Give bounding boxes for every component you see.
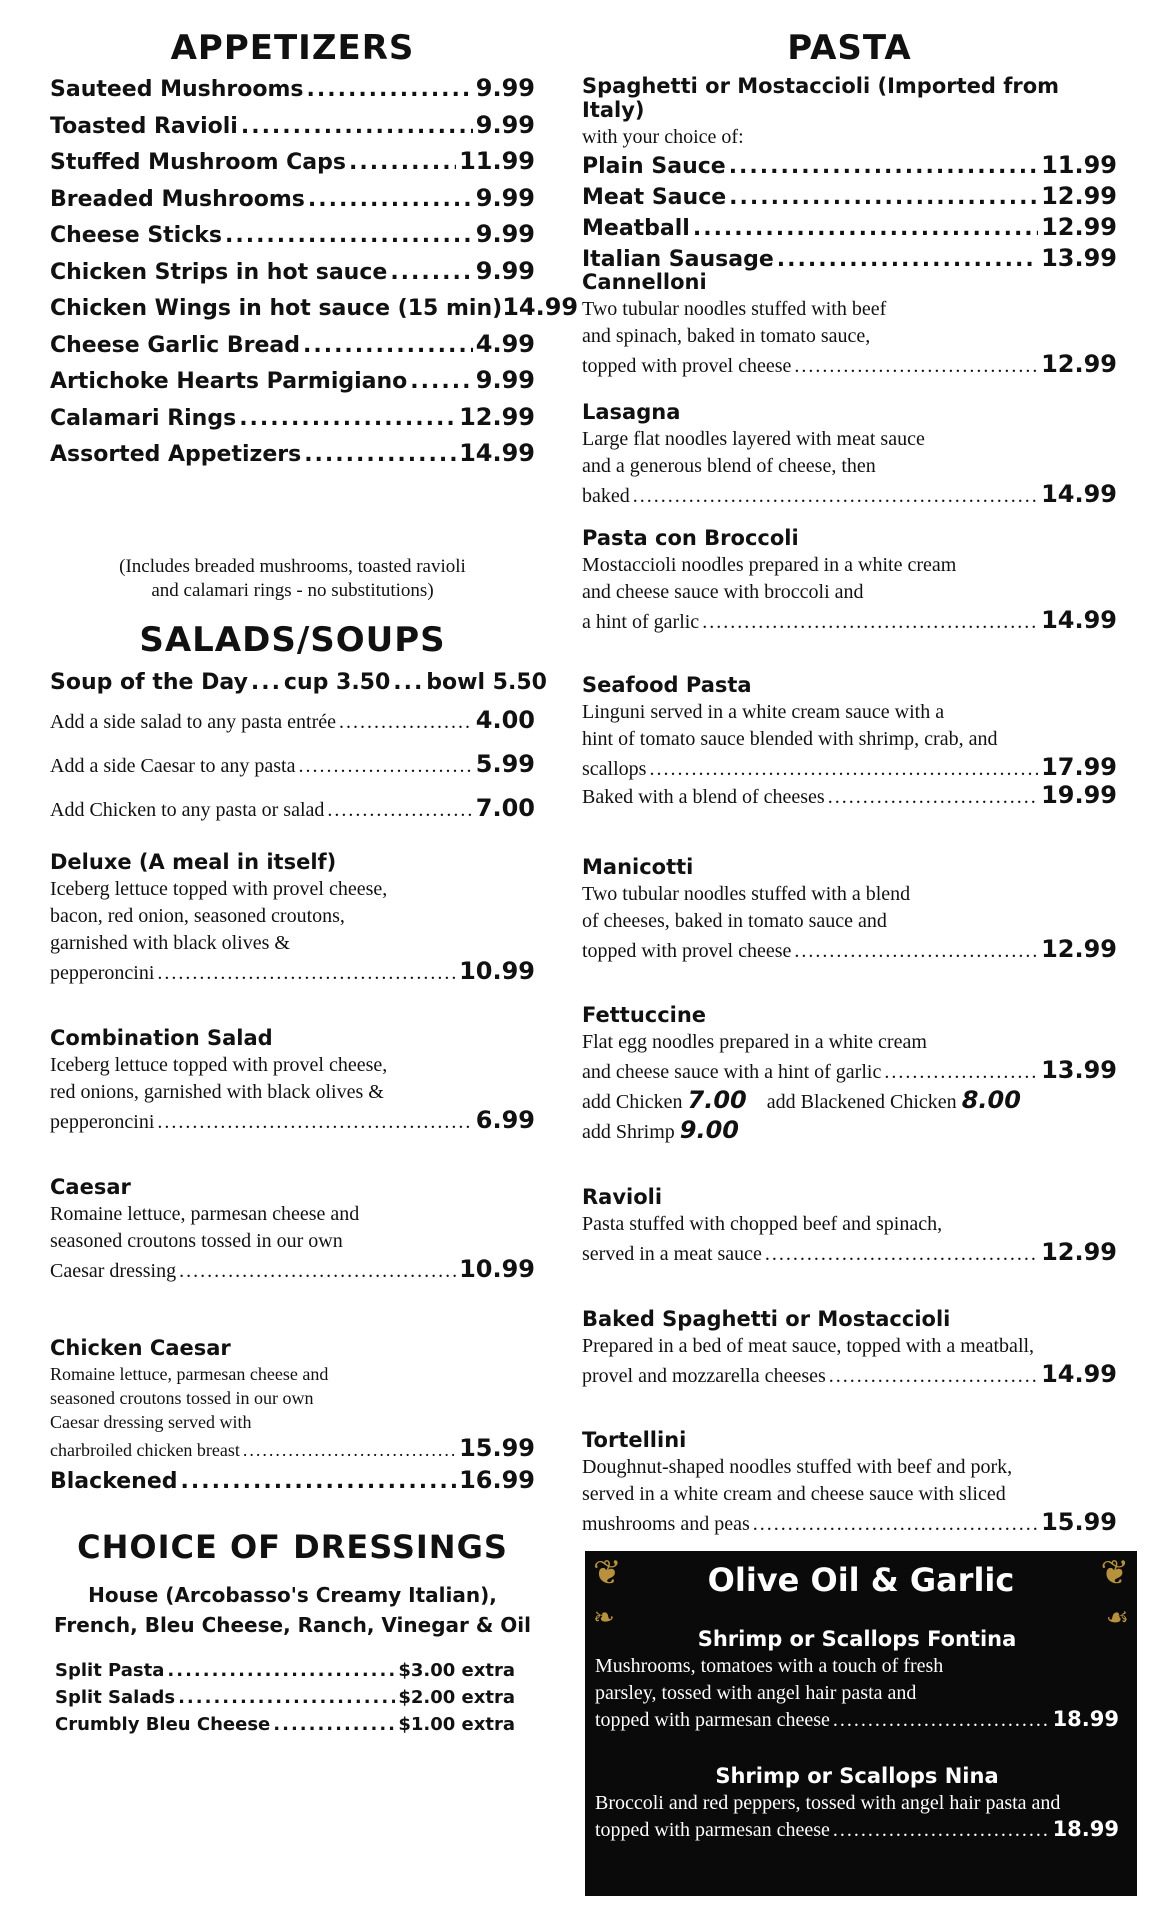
list-item: Split Salads ..... $2.00 extra <box>55 1687 515 1714</box>
soup-of-the-day: Soup of the Day ..... cup 3.50 ..... bowl 5.50 <box>50 670 535 695</box>
item-price-row: topped with provel cheese ..... 12.99 <box>582 350 1117 378</box>
extras-list <box>55 1660 515 1741</box>
list-item: Chicken Strips in hot sauce ..... 9.99 <box>50 257 535 294</box>
item-desc: with your choice of: <box>582 126 744 148</box>
pasta-fettuccine <box>582 1003 1117 1144</box>
item-name: Cannelloni <box>582 270 707 294</box>
pasta-cannelloni <box>582 270 1117 378</box>
pasta-spaghetti <box>582 74 1117 275</box>
item-desc: Romaine lettuce, parmesan cheese and <box>50 1203 360 1225</box>
pasta-broccoli <box>582 526 1117 634</box>
item-desc: Romaine lettuce, parmesan cheese and <box>50 1364 329 1384</box>
olive-oil-garlic-box <box>585 1551 1137 1896</box>
item-price-row: topped with parmesan cheese ..... 18.99 <box>595 1707 1119 1732</box>
item-desc: parsley, tossed with angel hair pasta and <box>595 1682 917 1704</box>
item-name: Spaghetti or Mostaccioli (Imported from Italy) <box>582 74 1060 122</box>
pasta-seafood <box>582 673 1117 809</box>
item-desc: Doughnut-shaped noodles stuffed with beef and pork, <box>582 1456 1013 1478</box>
item-desc: Large flat noodles layered with meat sauce <box>582 428 925 450</box>
item-price-row: pepperoncini ..... 6.99 <box>50 1106 535 1134</box>
item-desc: and cheese sauce with broccoli and <box>582 581 864 603</box>
addon-side-caesar: Add a side Caesar to any pasta ..... 5.99 <box>50 750 535 778</box>
list-item: Toasted Ravioli ..... 9.99 <box>50 111 535 148</box>
item-name: Ravioli <box>582 1185 663 1209</box>
item-price-row: topped with provel cheese ..... 12.99 <box>582 935 1117 963</box>
salad-caesar <box>50 1175 535 1283</box>
item-price-row: Blackened ..... 16.99 <box>50 1466 535 1494</box>
item-desc: Iceberg lettuce topped with provel cheese, <box>50 1054 388 1076</box>
item-name: Fettuccine <box>582 1003 707 1027</box>
pasta-title: PASTA <box>787 28 912 68</box>
item-desc: Flat egg noodles prepared in a white cream <box>582 1031 927 1053</box>
salad-chicken-caesar <box>50 1336 535 1494</box>
list-item: Calamari Rings ..... 12.99 <box>50 403 535 440</box>
note-line: (Includes breaded mushrooms, toasted ravioli <box>119 556 466 577</box>
item-desc: hint of tomato sauce blended with shrimp, crab, and <box>582 728 998 750</box>
item-desc: and a generous blend of cheese, then <box>582 455 876 477</box>
item-name: Combination Salad <box>50 1026 273 1050</box>
dressings-title: CHOICE OF DRESSINGS <box>77 1528 508 1566</box>
ornament-icon: ❧ <box>593 1603 615 1633</box>
item-desc: red onions, garnished with black olives & <box>50 1081 384 1103</box>
salad-combination <box>50 1026 535 1134</box>
list-item: Breaded Mushrooms ..... 9.99 <box>50 184 535 221</box>
item-desc: Two tubular noodles stuffed with beef <box>582 298 887 320</box>
item-name: Shrimp or Scallops Fontina <box>697 1627 1017 1651</box>
dressings-list <box>50 1580 535 1640</box>
item-desc: Pasta stuffed with chopped beef and spinach, <box>582 1213 943 1235</box>
list-item: Cheese Sticks ..... 9.99 <box>50 220 535 257</box>
item-price-row: served in a meat sauce ..... 12.99 <box>582 1238 1117 1266</box>
item-price-row: Caesar dressing ..... 10.99 <box>50 1255 535 1283</box>
list-item: Meatball ..... 12.99 <box>582 213 1117 244</box>
note-line: and calamari rings - no substitutions) <box>151 580 434 601</box>
pasta-ravioli <box>582 1185 1117 1266</box>
item-name: Caesar <box>50 1175 131 1199</box>
item-name: Manicotti <box>582 855 694 879</box>
fettuccine-addons: add Chicken 7.00 add Blackened Chicken 8.00 <box>582 1086 1021 1114</box>
item-price-row: mushrooms and peas ..... 15.99 <box>582 1508 1117 1536</box>
item-desc: seasoned croutons tossed in our own <box>50 1388 314 1408</box>
list-item: Assorted Appetizers ..... 14.99 <box>50 439 535 476</box>
list-item: Stuffed Mushroom Caps ..... 11.99 <box>50 147 535 184</box>
list-item: Artichoke Hearts Parmigiano ..... 9.99 <box>50 366 535 403</box>
item-desc: Mostaccioli noodles prepared in a white cream <box>582 554 957 576</box>
list-item: Cheese Garlic Bread ..... 4.99 <box>50 330 535 367</box>
item-name: Baked Spaghetti or Mostaccioli <box>582 1307 951 1331</box>
addon-chicken: Add Chicken to any pasta or salad ..... 7.00 <box>50 794 535 822</box>
item-price-row: charbroiled chicken breast ..... 15.99 <box>50 1434 535 1462</box>
item-desc: Mushrooms, tomatoes with a touch of fresh <box>595 1655 944 1677</box>
item-desc: served in a white cream and cheese sauce with sliced <box>582 1483 1006 1505</box>
item-price-row: scallops ..... 17.99 <box>582 753 1117 781</box>
olive-fontina <box>595 1627 1119 1732</box>
list-item: Meat Sauce ..... 12.99 <box>582 182 1117 213</box>
list-item: Italian Sausage ..... 13.99 <box>582 244 1117 275</box>
item-name: Deluxe (A meal in itself) <box>50 850 337 874</box>
appetizers-note <box>50 555 535 603</box>
olive-nina <box>595 1764 1119 1842</box>
item-price-row: Baked with a blend of cheeses ..... 19.99 <box>582 781 1117 809</box>
list-item: Split Pasta ..... $3.00 extra <box>55 1660 515 1687</box>
item-price-row: topped with parmesan cheese ..... 18.99 <box>595 1817 1119 1842</box>
list-item: Crumbly Bleu Cheese ..... $1.00 extra <box>55 1714 515 1741</box>
item-name: Tortellini <box>582 1428 687 1452</box>
list-item: Chicken Wings in hot sauce (15 min) 14.99 <box>50 293 579 321</box>
pasta-lasagna <box>582 400 1117 508</box>
item-desc: Caesar dressing served with <box>50 1412 252 1432</box>
pasta-baked <box>582 1307 1117 1388</box>
item-name: Lasagna <box>582 400 681 424</box>
item-price-row: provel and mozzarella cheeses ..... 14.99 <box>582 1360 1117 1388</box>
item-desc: seasoned croutons tossed in our own <box>50 1230 343 1252</box>
item-desc: Broccoli and red peppers, tossed with angel hair pasta and <box>595 1792 1061 1814</box>
item-desc: garnished with black olives & <box>50 932 290 954</box>
item-name: Seafood Pasta <box>582 673 752 697</box>
item-desc: Linguni served in a white cream sauce with a <box>582 701 945 723</box>
ornament-icon: ☙ <box>1105 1603 1129 1633</box>
appetizers-list <box>50 74 579 476</box>
item-name: Chicken Caesar <box>50 1336 231 1360</box>
item-desc: Prepared in a bed of meat sauce, topped with a meatball, <box>582 1335 1035 1357</box>
appetizers-title: APPETIZERS <box>170 28 415 68</box>
list-item: Sauteed Mushrooms ..... 9.99 <box>50 74 535 111</box>
ornament-icon: ❦ <box>593 1553 622 1593</box>
olive-title: Olive Oil & Garlic <box>707 1561 1015 1599</box>
dressing-line: French, Bleu Cheese, Ranch, Vinegar & Oil <box>54 1613 531 1637</box>
item-desc: bacon, red onion, seasoned croutons, <box>50 905 345 927</box>
addon-side-salad: Add a side salad to any pasta entrée ..... 4.00 <box>50 706 535 734</box>
item-price-row: a hint of garlic ..... 14.99 <box>582 606 1117 634</box>
pasta-tortellini <box>582 1428 1117 1536</box>
item-price-row: and cheese sauce with a hint of garlic ..... 13.99 <box>582 1056 1117 1084</box>
item-desc: and spinach, baked in tomato sauce, <box>582 325 871 347</box>
dressing-line: House (Arcobasso's Creamy Italian), <box>88 1583 497 1607</box>
item-price-row: pepperoncini ..... 10.99 <box>50 957 535 985</box>
item-name: Pasta con Broccoli <box>582 526 799 550</box>
list-item: Plain Sauce ..... 11.99 <box>582 151 1117 182</box>
salad-deluxe <box>50 850 535 985</box>
item-desc: of cheeses, baked in tomato sauce and <box>582 910 887 932</box>
item-price-row: baked ..... 14.99 <box>582 480 1117 508</box>
item-desc: Two tubular noodles stuffed with a blend <box>582 883 911 905</box>
ornament-icon: ❦ <box>1100 1553 1129 1593</box>
item-desc: Iceberg lettuce topped with provel cheese, <box>50 878 388 900</box>
fettuccine-addon-shrimp: add Shrimp 9.00 <box>582 1116 739 1144</box>
item-name: Shrimp or Scallops Nina <box>715 1764 999 1788</box>
pasta-manicotti <box>582 855 1117 963</box>
salads-title: SALADS/SOUPS <box>139 620 446 660</box>
